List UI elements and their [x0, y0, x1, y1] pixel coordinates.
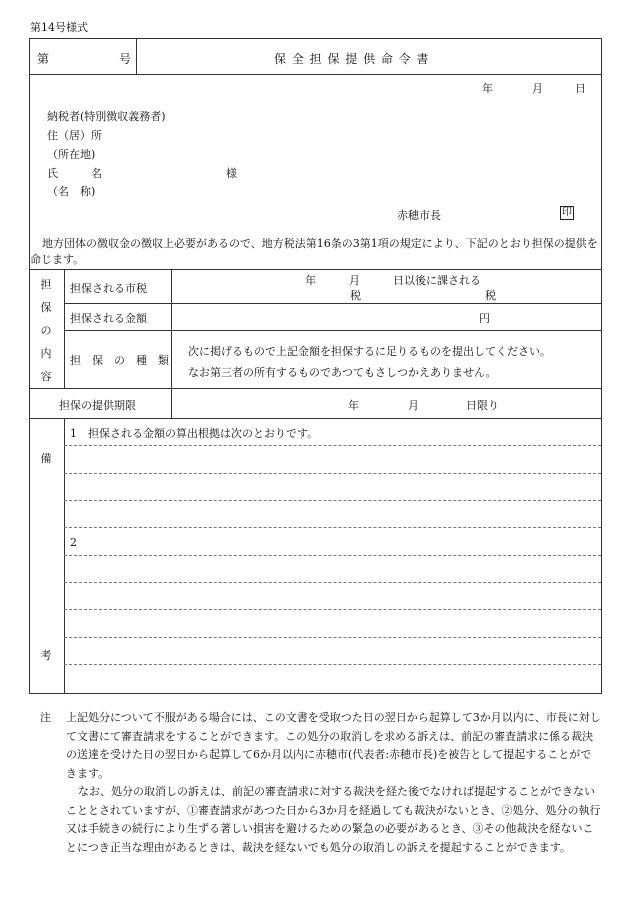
intro-text: 地方団体の徴収金の徴収上必要があるので、地方税法第16条の3第1項の規定により、下記のとおり担保の提供を命じます。: [30, 237, 598, 266]
secured-amount-label: 担保される金額: [70, 312, 147, 325]
issuer-title: 赤穂市長: [397, 209, 441, 222]
location-label: （所在地): [47, 148, 96, 161]
notes-label: 注: [40, 711, 51, 724]
document-title: 保 全 担 保 提 供 命 令 書: [274, 52, 430, 66]
remarks-label-top: 備: [40, 452, 52, 465]
remarks-item-2: 2: [70, 536, 77, 549]
seal-mark: 印: [562, 207, 572, 218]
deadline-day: 日限り: [466, 399, 499, 412]
remarks-label-bottom: 考: [40, 649, 52, 662]
date-day: 日: [575, 82, 586, 95]
secured-tax-suffix-2: 税: [485, 289, 496, 302]
secured-tax-label: 担保される市税: [70, 282, 147, 295]
date-month: 月: [532, 82, 543, 95]
remarks-item-1: 1 担保される金額の算出根拠は次のとおりです。: [70, 427, 319, 440]
collateral-label-char: 保: [40, 301, 52, 314]
collateral-label-char: 担: [40, 278, 52, 291]
form-number: 第14号様式: [30, 21, 88, 34]
residence-label: 住（居）所: [47, 129, 102, 142]
amount-unit: 円: [479, 312, 490, 325]
secured-tax-date-line: 年 月 日以後に課される: [305, 274, 481, 287]
collateral-type-label: 担 保 の 種 類: [70, 354, 169, 367]
name-label: 氏 名: [47, 167, 102, 180]
document-number-prefix: 第: [37, 52, 50, 66]
document-number-suffix: 号: [119, 52, 132, 66]
collateral-type-text-1: 次に掲げるもので上記金額を担保するに足りるものを提出してください。: [188, 345, 551, 358]
deadline-year: 年: [348, 399, 359, 412]
deadline-label: 担保の提供期限: [59, 399, 136, 412]
collateral-label-char: 内: [40, 347, 52, 360]
date-year: 年: [482, 82, 493, 95]
collateral-label-char: の: [40, 324, 52, 337]
secured-tax-suffix-1: 税: [350, 289, 361, 302]
collateral-type-text-2: なお第三者の所有するものであつてもさしつかえありません。: [188, 366, 497, 379]
notes-paragraph-1: 上記処分について不服がある場合には、この文書を受取つた日の翌日から起算して3か月以内に、市長に対して文書にて審査請求をすることができます。この処分の取消しを求める訴えは、前記の審査請求に係る裁決の送達を受けた日の翌日から起算して6か月以内に赤穂市(代表者:赤穂市長)を被告として提起することができます。: [66, 711, 601, 780]
deadline-month: 月: [408, 399, 419, 412]
collateral-label-char: 容: [40, 370, 52, 383]
honorific-sama: 様: [226, 167, 237, 180]
taxpayer-label: 納税者(特別徴収義務者): [47, 110, 166, 123]
notes-paragraph-2: なお、処分の取消しの訴えは、前記の審査請求に対する裁決を経た後でなければ提起することができないこととされていますが、①審査請求があつた日から3か月を経過しても裁決がないとき、②処分、処分の執行又は手続きの続行により生ずる著しい損害を避けるための緊急の必要があるとき、③その他裁決を経ないことにつき正当な理由があるときは、裁決を経ないでも処分の取消しの訴えを提起することができます。: [66, 785, 601, 854]
organization-name-label: （名 称): [47, 185, 96, 198]
